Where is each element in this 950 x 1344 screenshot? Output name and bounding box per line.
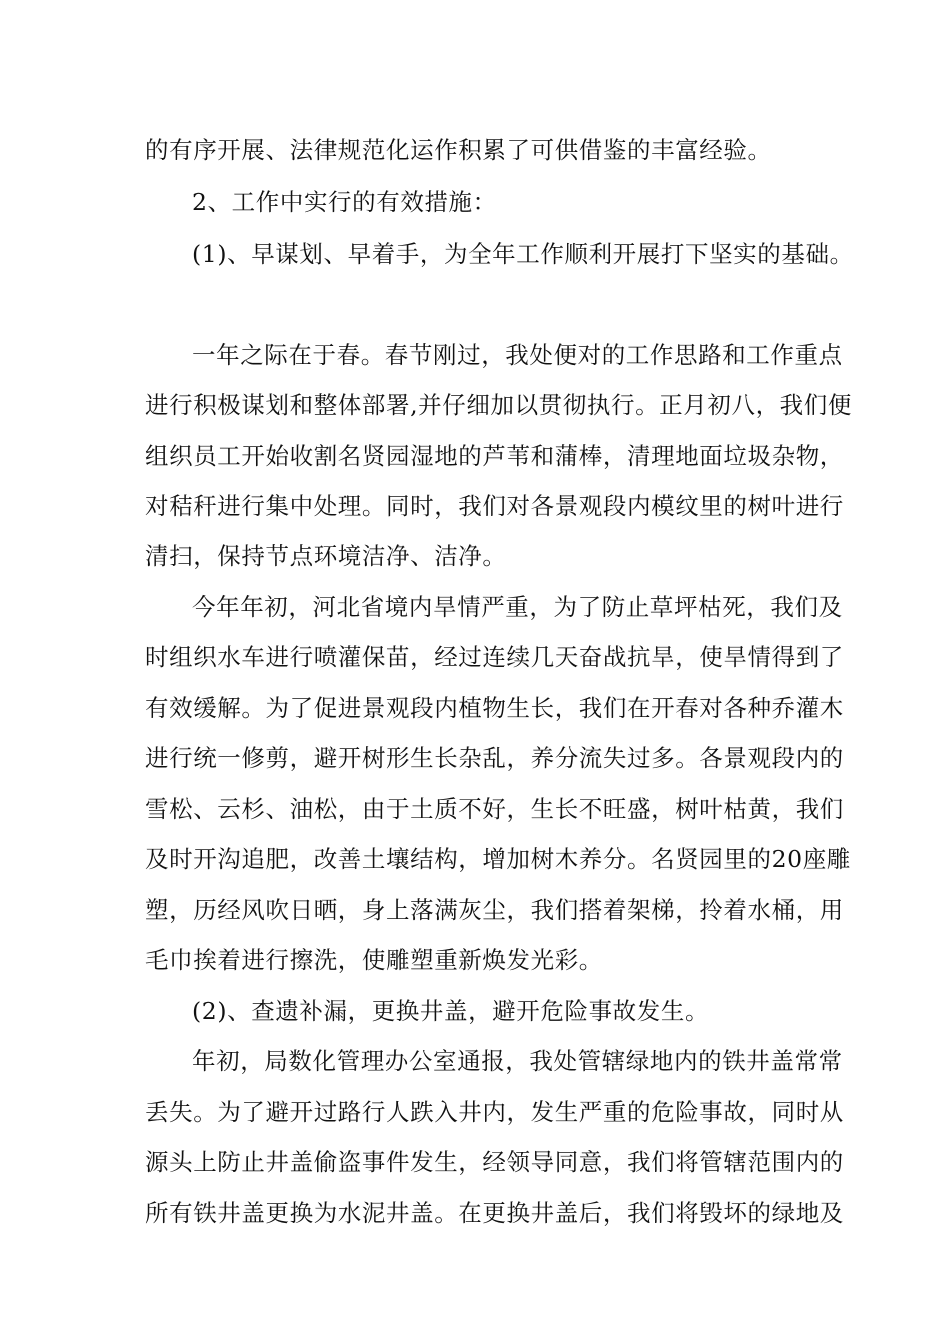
text-line: 对秸秆进行集中处理。同时，我们对各景观段内模纹里的树叶进行	[145, 492, 844, 520]
text-line: 雪松、云杉、油松，由于土质不好，生长不旺盛，树叶枯黄，我们	[145, 795, 844, 823]
text-line: 组织员工开始收割名贤园湿地的芦苇和蒲棒，清理地面垃圾杂物，	[145, 442, 844, 470]
text-line: 今年年初，河北省境内旱情严重，为了防止草坪枯死，我们及	[192, 593, 843, 621]
text-line: 有效缓解。为了促进景观段内植物生长，我们在开春对各种乔灌木	[145, 694, 844, 722]
text-line: 清扫，保持节点环境洁净、洁净。	[145, 542, 507, 570]
text-line: 一年之际在于春。春节刚过，我处便对的工作思路和工作重点	[192, 341, 843, 369]
text-line: 的有序开展、法律规范化运作积累了可供借鉴的丰富经验。	[145, 136, 772, 164]
text-line: 及时开沟追肥，改善土壤结构，增加树木养分。名贤园里的20座雕	[145, 845, 851, 873]
text-line: 丢失。为了避开过路行人跌入井内，发生严重的危险事故，同时从	[145, 1098, 844, 1126]
text-line: 年初，局数化管理办公室通报，我处管辖绿地内的铁井盖常常	[192, 1047, 843, 1075]
text-line: (1)、早谋划、早着手，为全年工作顺利开展打下坚实的基础。	[192, 240, 854, 268]
text-line: 进行统一修剪，避开树形生长杂乱，养分流失过多。各景观段内的	[145, 744, 844, 772]
text-line: 源头上防止井盖偷盗事件发生，经领导同意，我们将管辖范围内的	[145, 1148, 844, 1176]
text-line: 所有铁井盖更换为水泥井盖。在更换井盖后，我们将毁坏的绿地及	[145, 1199, 844, 1227]
text-line: 进行积极谋划和整体部署,并仔细加以贯彻执行。正月初八，我们便	[145, 391, 852, 419]
text-line: (2)、查遗补漏，更换井盖，避开危险事故发生。	[192, 997, 710, 1025]
text-line: 毛巾挨着进行擦洗，使雕塑重新焕发光彩。	[145, 946, 603, 974]
text-line: 塑，历经风吹日晒，身上落满灰尘，我们搭着架梯，拎着水桶，用	[145, 896, 844, 924]
text-line: 2、工作中实行的有效措施：	[192, 188, 497, 216]
text-line: 时组织水车进行喷灌保苗，经过连续几天奋战抗旱，使旱情得到了	[145, 643, 844, 671]
